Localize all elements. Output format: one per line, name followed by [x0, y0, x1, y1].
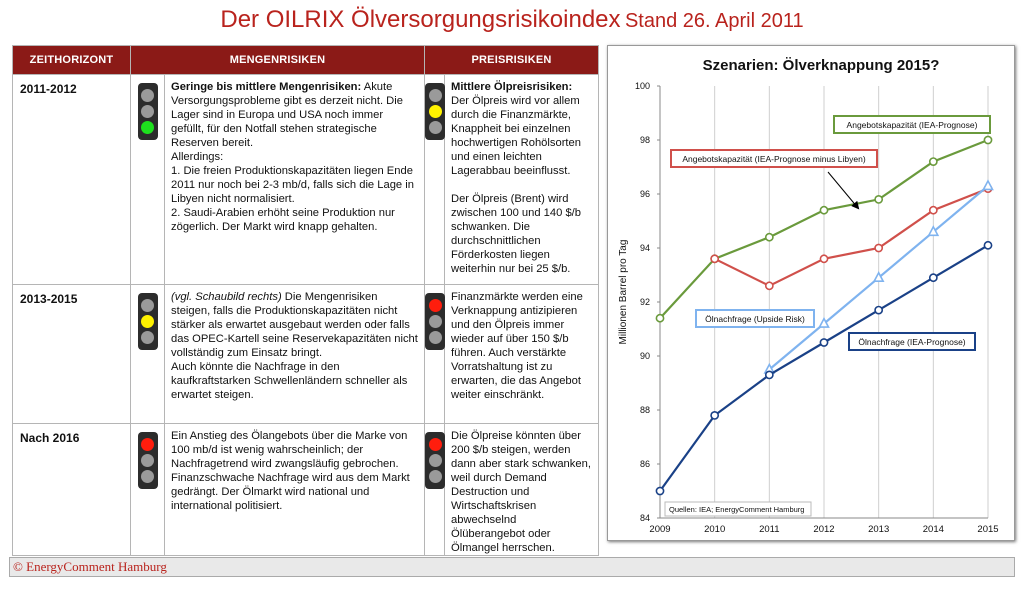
- legend-box-green: [834, 116, 990, 133]
- title-date: Stand 26. April 2011: [624, 10, 804, 32]
- y-tick-label: 100: [634, 81, 650, 91]
- data-point: [766, 234, 773, 241]
- data-point: [875, 244, 882, 251]
- x-tick-label: 2014: [922, 524, 944, 535]
- data-point: [766, 282, 773, 289]
- preis-text: [445, 75, 599, 285]
- legend-box-red: [671, 150, 877, 167]
- traffic-light-cell: [425, 75, 445, 285]
- series-line: [715, 189, 988, 286]
- legend-box-darkblue: [849, 333, 975, 350]
- traffic-light-icon: [138, 83, 158, 140]
- data-point: [656, 487, 663, 494]
- legend-label-lightblue: Ölnachfrage (Upside Risk): [705, 314, 805, 324]
- traffic-light-icon: [425, 83, 445, 140]
- traffic-light-cell: [131, 285, 165, 424]
- traffic-light-cell: [425, 285, 445, 424]
- data-point: [711, 255, 718, 262]
- y-tick-label: 84: [639, 513, 650, 523]
- table-row: [13, 424, 599, 556]
- mengen-text: [165, 424, 425, 556]
- green-lamp-icon: [141, 331, 154, 344]
- risk-matrix: [12, 45, 599, 556]
- mengen-body: Akute Versorgungsprobleme gibt es derzeit nicht. Die Lager sind in Europa und USA noch immer gefüllt, für den Notfall stehen strategische Reserven bereit. Allerdings: 1. Die freien Produktionskapazitäten liegen Ende 2011 nur noch bei 2-3 mb/d, falls sich die Lage in Libyen nicht normalisiert. 2. Saudi-Arabien erhöht seine Produktion nur zögerlich. Der Markt wird knapp gehalten.: [171, 81, 414, 233]
- yellow-lamp-icon: [141, 105, 154, 118]
- legend-label-darkblue: Ölnachfrage (IEA-Prognose): [858, 337, 966, 347]
- mengen-lead: Geringe bis mittlere Mengenrisiken:: [171, 81, 362, 93]
- preis-lead: Mittlere Ölpreisrisiken:: [451, 81, 573, 93]
- yellow-lamp-icon: [429, 315, 442, 328]
- preis-text: [445, 285, 599, 424]
- traffic-light-cell: [131, 424, 165, 556]
- y-tick-label: 96: [639, 189, 650, 199]
- green-lamp-icon: [141, 470, 154, 483]
- period-label: Nach 2016: [13, 424, 131, 556]
- preis-text: [445, 424, 599, 556]
- mengen-text: [165, 285, 425, 424]
- legend-box-lightblue: [696, 310, 814, 327]
- data-point: [875, 307, 882, 314]
- chart-svg: [608, 46, 1014, 540]
- data-point: [711, 412, 718, 419]
- matrix-body: [13, 75, 599, 556]
- data-point: [930, 207, 937, 214]
- x-tick-label: 2010: [704, 524, 726, 535]
- preis-body: Der Ölpreis wird vor allem durch die Finanzmärkte, Knappheit bei einzelnen hochwertigen Rohölsorten und einen leichten Lagerabbau beeinflusst. Der Ölpreis (Brent) wird zwischen 100 und 140 $/b schwanken. Die durchschnittlichen Förderkosten liegen weiterhin nur bei 25 $/b.: [451, 95, 581, 275]
- red-lamp-icon: [141, 89, 154, 102]
- annotation-arrow: [828, 172, 858, 208]
- data-point: [930, 158, 937, 165]
- y-tick-label: 94: [639, 243, 650, 253]
- yellow-lamp-icon: [141, 315, 154, 328]
- data-point: [820, 339, 827, 346]
- green-lamp-icon: [141, 121, 154, 134]
- table-row: [13, 285, 599, 424]
- col-header-preisrisiken: PREISRISIKEN: [425, 46, 599, 75]
- x-tick-label: 2015: [977, 524, 999, 535]
- mengen-body: Die Mengenrisiken steigen, falls die Produktionskapazitäten nicht stärker als erwartet ausgebaut werden oder falls das OPEC-Kartell seine Reservekapazitäten nicht vollständig zum Einsatz bringt. Auch könnte die Nachfrage in den kaufkraftstarken Schwellenländern schneller als erwartet steigen.: [171, 291, 418, 401]
- col-header-zeithorizont: ZEITHORIZONT: [13, 46, 131, 75]
- footer-copyright: © EnergyComment Hamburg: [13, 559, 167, 574]
- x-tick-label: 2013: [868, 524, 890, 535]
- traffic-light-icon: [425, 293, 445, 350]
- matrix-header-row: [13, 46, 599, 75]
- red-lamp-icon: [429, 89, 442, 102]
- data-point: [766, 371, 773, 378]
- yellow-lamp-icon: [141, 454, 154, 467]
- footer-bar: [9, 557, 1015, 577]
- mengen-text: [165, 75, 425, 285]
- period-label: 2013-2015: [13, 285, 131, 424]
- period-label: 2011-2012: [13, 75, 131, 285]
- data-point: [820, 255, 827, 262]
- y-tick-label: 88: [639, 405, 650, 415]
- yellow-lamp-icon: [429, 454, 442, 467]
- data-point: [984, 136, 991, 143]
- preis-body: Finanzmärkte werden eine Verknappung antizipieren und den Ölpreis immer wieder auf über 150 $/b führen. Auch verstärkte Vorratshaltung ist zu erwarten, die das Angebot weiter einschränkt.: [451, 291, 583, 401]
- traffic-light-icon: [138, 432, 158, 489]
- legend-label-red: Angebotskapazität (IEA-Prognose minus Libyen): [682, 154, 866, 164]
- traffic-light-cell: [425, 424, 445, 556]
- y-tick-label: 98: [639, 135, 650, 145]
- data-point: [820, 207, 827, 214]
- source-box: [665, 502, 811, 516]
- red-lamp-icon: [141, 299, 154, 312]
- x-tick-label: 2009: [649, 524, 671, 535]
- title-main: Der OILRIX Ölversorgungsrisikoindex: [220, 6, 621, 33]
- table-row: [13, 75, 599, 285]
- legend-label-green: Angebotskapazität (IEA-Prognose): [846, 120, 978, 130]
- data-point: [984, 242, 991, 249]
- x-tick-label: 2012: [813, 524, 835, 535]
- red-lamp-icon: [429, 438, 442, 451]
- col-header-mengenrisiken: MENGENRISIKEN: [131, 46, 425, 75]
- traffic-light-icon: [425, 432, 445, 489]
- y-axis-label: Millionen Barrel pro Tag: [618, 239, 629, 345]
- green-lamp-icon: [429, 470, 442, 483]
- chart-title: Szenarien: Ölverknappung 2015?: [702, 57, 940, 74]
- red-lamp-icon: [429, 299, 442, 312]
- page-title: [0, 6, 1024, 34]
- data-point: [930, 274, 937, 281]
- mengen-body: Ein Anstieg des Ölangebots über die Marke von 100 mb/d ist wenig wahrscheinlich; der Nachfragetrend wird zwangsläufig gebrochen. Finanzschwache Nachfrage wird aus dem Markt gedrängt. Der Ölmarkt wird national und international politisiert.: [171, 430, 410, 512]
- yellow-lamp-icon: [429, 105, 442, 118]
- green-lamp-icon: [429, 121, 442, 134]
- data-point: [875, 196, 882, 203]
- red-lamp-icon: [141, 438, 154, 451]
- source-note: Quellen: IEA; EnergyComment Hamburg: [669, 505, 805, 514]
- x-tick-label: 2011: [759, 524, 780, 535]
- preis-body: Die Ölpreise könnten über 200 $/b steigen, werden dann aber stark schwanken, weil durch Demand Destruction und Wirtschaftskrisen abwechselnd Ölüberangebot oder Ölmangel herrschen.: [451, 430, 591, 554]
- traffic-light-icon: [138, 293, 158, 350]
- y-tick-label: 92: [639, 297, 650, 307]
- mengen-lead: (vgl. Schaubild rechts): [171, 291, 282, 303]
- data-point: [984, 181, 993, 190]
- scenario-chart: [607, 45, 1015, 541]
- green-lamp-icon: [429, 331, 442, 344]
- y-tick-label: 86: [639, 459, 650, 469]
- traffic-light-cell: [131, 75, 165, 285]
- y-tick-label: 90: [639, 351, 650, 361]
- data-point: [656, 315, 663, 322]
